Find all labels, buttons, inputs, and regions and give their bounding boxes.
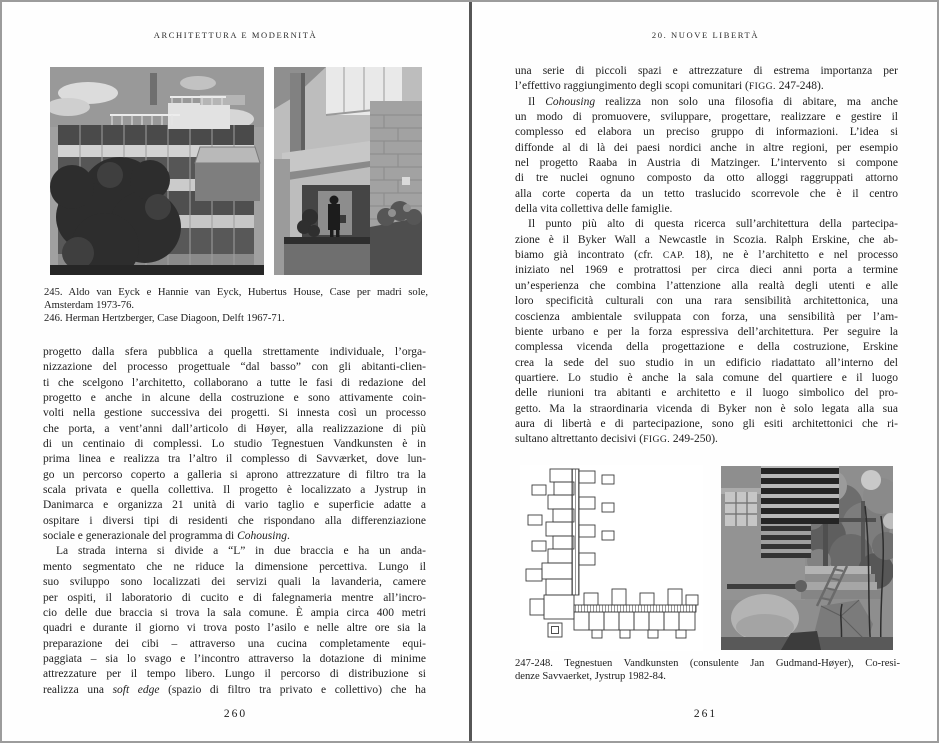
page-number-right: 261: [693, 708, 718, 720]
text-line: Il Cohousing realizza non solo una filosofia di abitare, ma anche: [528, 95, 898, 108]
text-line: di un centinaio di complessi. Lo studio Tegnestuen Vandkunsten è in: [43, 438, 426, 451]
text-line: biente urbano e per la forza espressiva dell’architettura. Per seguire la: [515, 325, 898, 338]
caption-line: denze Savvaerket, Jystrup 1982-84.: [515, 671, 666, 683]
text-line: aura di libertà e di partecipazione, sono gli esiti architettonici che ri-: [515, 417, 898, 430]
text-line: loro specificità culturali con una rara sensibilità architettonica, una: [515, 295, 898, 308]
text-line: nizzazione del processo progettuale “dal basso” con gli abitanti-clien-: [43, 361, 426, 374]
text-line: coscienza ambientale sviluppata con forza, una sensibilità per l’am-: [515, 310, 898, 323]
text-line: biamo già incontrato (cfr. CAP. 18), ne è l’architetto e nel processo: [515, 249, 898, 262]
text-line: quadri e durante il giorno vi trova posto l’asilo e nelle altre ore sia la: [43, 622, 426, 635]
page-left: [2, 2, 469, 741]
text-line: volti nella gestione successiva dei progetti. Si innesta così un processo: [43, 407, 426, 420]
text-line: Danimarca e organizza 21 unità di vario taglio e superficie adatte a: [43, 499, 426, 512]
text-line: un’esperienza che combina l’attenzione alla realtà degli utenti e alle: [515, 279, 898, 292]
figure-248-photo: [721, 466, 893, 650]
text-line: alla corte coperta da un tetto traslucido scorrevole che è il centro: [515, 187, 898, 200]
running-head-right: 20. NUOVE LIBERTÀ: [651, 30, 760, 40]
text-line: per ospiti, il laboratorio di cucito e di falegnameria mentre all’incro-: [43, 591, 426, 604]
text-line: iniziato nel 1969 e protrattosi per circa dieci anni porta a termine: [515, 264, 898, 277]
text-line: di tre nuclei ognuno composto da otto alloggi raggruppati attorno: [515, 172, 898, 185]
caption-figures-245-246: [44, 286, 428, 326]
text-line: quartiere. Lo studio è anche la sala comune del quartiere e il luogo: [515, 371, 898, 384]
text-line: prima linea e realizza tra l’altro il complesso di Savværket, dove lun-: [43, 453, 426, 466]
figure-246-photo: [274, 67, 422, 275]
text-line: La strada interna si divide a “L” in due braccia e ha un anda-: [56, 545, 426, 558]
text-line: mento segmentato che ne riduce la dimensione percettiva. Lungo il: [43, 560, 426, 573]
text-line: diffonde al di là dei paesi nordici anche in altre regioni, per esempio: [515, 141, 898, 154]
text-line: Il punto più alto di questa ricerca sull’architettura della partecipa-: [528, 218, 898, 231]
text-line: ospitare i diversi tipi di residenti che rispondano alla differenziazione: [43, 514, 426, 527]
caption-line: 247-248. Tegnestuen Vandkunsten (consulente Jan Gudmand-Høyer), Co-resi-: [515, 658, 900, 669]
text-line: una serie di piccoli spazi e attrezzature di estrema importanza per: [515, 65, 898, 77]
body-text-left: [43, 345, 426, 698]
text-line: suo sviluppo sono localizzati dei servizi quali la lavanderia, camere: [43, 576, 426, 589]
figure-245-photo: [50, 67, 264, 275]
text-line: complesso ed elabora un preciso gruppo di informazioni. L’idea si: [515, 126, 898, 139]
text-line: preparazione dei cibi – attraverso una cucina completamente equi-: [43, 637, 426, 650]
text-line: crea la sede del suo studio in un edificio riadattato all’interno del: [515, 356, 898, 369]
caption-line: Amsterdam 1973-76.: [44, 300, 135, 312]
figure-247-plan: [520, 465, 703, 651]
page-number-left: 260: [223, 708, 248, 720]
text-line: un modo di promuovere, sviluppare, progettare, realizzare e gestire il: [515, 111, 898, 124]
text-line: zione è il Byker Wall a Newcastle in Scozia. Ralph Erskine, che ab-: [515, 233, 898, 246]
text-line: della vita collettiva delle famiglie.: [515, 203, 673, 216]
body-text-right: [515, 64, 898, 448]
text-line: go un percorso coperto a galleria si aprono attrezzature di filtro tra la: [43, 468, 426, 481]
text-line: attrezzature per il tempo libero. Lungo il percorso di distribuzione si: [43, 668, 426, 681]
running-head-left: ARCHITETTURA E MODERNITÀ: [153, 30, 318, 40]
text-line: complessa vicenda della progettazione e della costruzione, Erskine: [515, 341, 898, 354]
text-line: realizza una soft edge (spazio di filtro tra privato e collettivo) che ha: [43, 683, 426, 696]
text-line: getto. Ma la straordinaria vicenda di Byker non è solo legata alla sua: [515, 402, 898, 415]
text-line: nel progetto Raaba in Austria di Matzinger. L’intervento si compone: [515, 157, 898, 170]
text-line: che porta, a vent’anni dall’articolo di Høyer, alla realizzazione di più: [43, 422, 426, 435]
text-line: progetto dalla sfera pubblica a quella strettamente individuale, l’orga-: [43, 346, 426, 358]
caption-line: 245. Aldo van Eyck e Hannie van Eyck, Hubertus House, Case per madri sole,: [44, 287, 428, 298]
text-line: paggiata – sia lo svago e l’incontro attraverso la dotazione di minime: [43, 652, 426, 665]
page-right: [472, 2, 939, 741]
text-line: sociale e generazionale del programma di Cohousing.: [43, 530, 290, 543]
text-line: delle riunioni tra abitanti e architetto e il luogo simbolico del pro-: [515, 387, 898, 400]
text-line: ti che scelgono l’architetto, collaborano a tutte le fasi di redazione del: [43, 376, 426, 389]
text-line: l’effettivo raggiungimento degli scopi comunitari (FIGG. 247-248).: [515, 80, 824, 93]
text-line: scala privata e quella collettiva. Il progetto è localizzato a Jystrup in: [43, 484, 426, 497]
text-line: cio delle due braccia si trova la sala comune. È ampia circa 400 metri: [43, 606, 426, 619]
caption-figures-247-248: [515, 657, 900, 683]
text-line: sultano altrettanto decisivi (FIGG. 249-250).: [515, 433, 718, 446]
caption-line: 246. Herman Hertzberger, Case Diagoon, Delft 1967-71.: [44, 313, 285, 325]
text-line: progetto e anche in alcune della costruzione e sono attivamente coin-: [43, 392, 426, 405]
